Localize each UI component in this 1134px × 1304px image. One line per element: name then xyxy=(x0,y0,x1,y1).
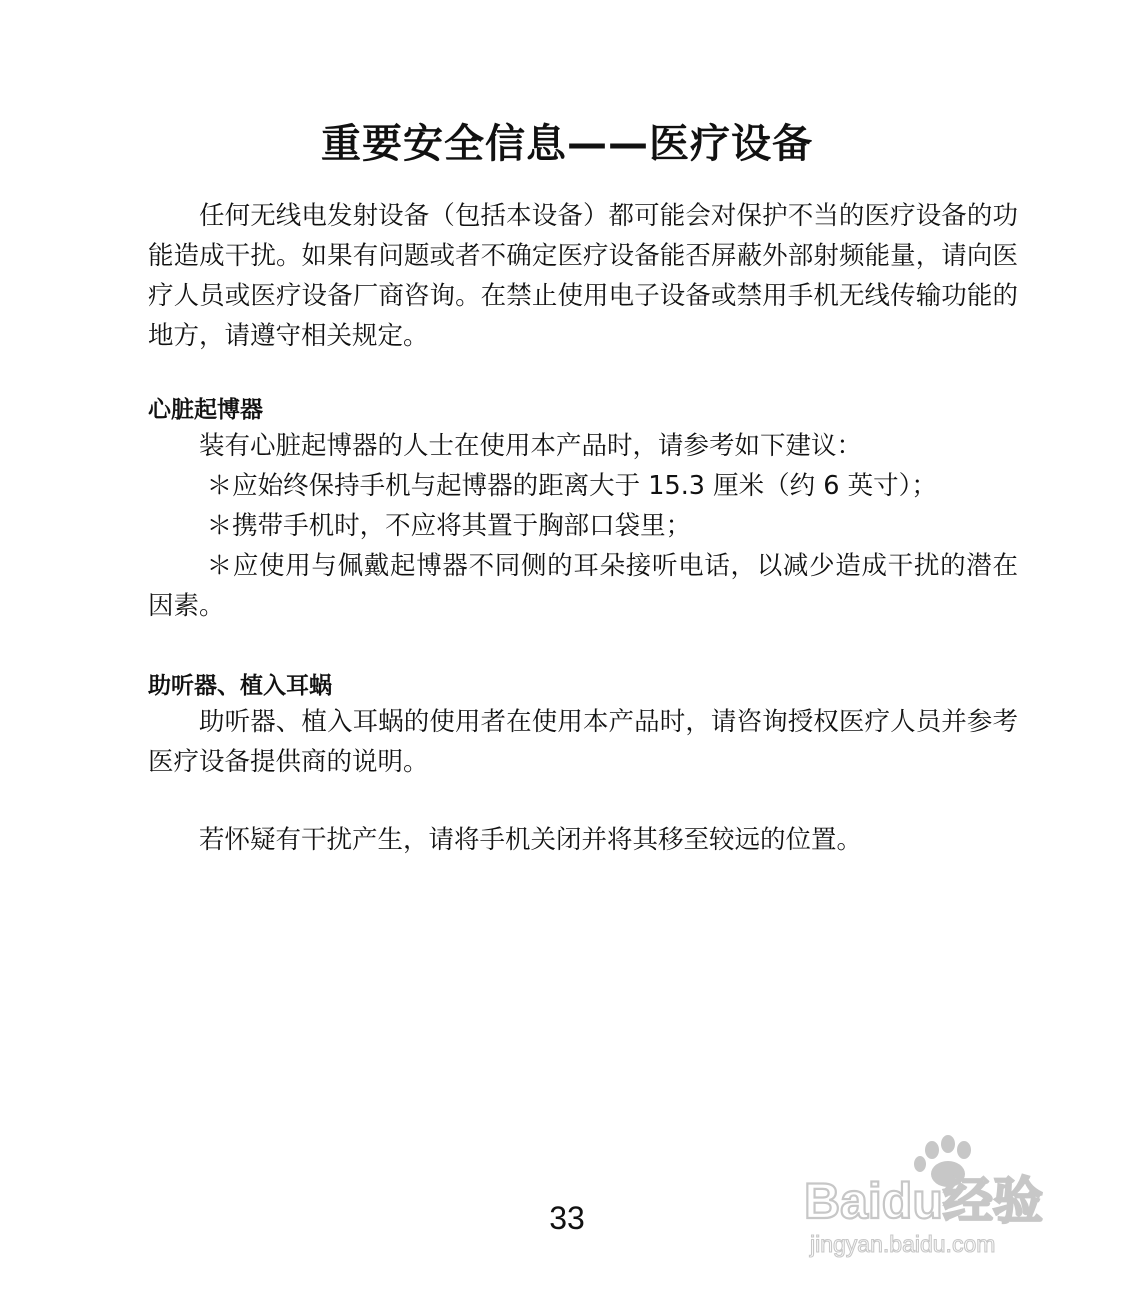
hearing-aid-heading: 助听器、植入耳蜗 xyxy=(148,673,332,699)
page-number: 33 xyxy=(549,1200,585,1236)
intro-section xyxy=(148,196,1018,356)
pacemaker-item: ＊应始终保持手机与起博器的距离大于 15.3 厘米（约 6 英寸）； xyxy=(206,471,937,501)
watermark-url: jingyan.baidu.com xyxy=(810,1231,996,1257)
hearing-aid-paragraph: 助听器、植入耳蜗的使用者在使用本产品时，请咨询授权医疗人员并参考医疗设备提供商的说明。 xyxy=(148,707,1018,777)
pacemaker-item: ＊应使用与佩戴起博器不同侧的耳朵接听电话，以减少造成干扰的潜在因素。 xyxy=(148,551,1018,621)
intro-paragraph: 任何无线电发射设备（包括本设备）都可能会对保护不当的医疗设备的功能造成干扰。如果有问题或者不确定医疗设备能否屏蔽外部射频能量，请向医疗人员或医疗设备厂商咨询。在禁止使用电子设备或禁用手机无线传输功能的地方，请遵守相关规定。 xyxy=(148,201,1018,351)
pacemaker-lead: 装有心脏起博器的人士在使用本产品时，请参考如下建议： xyxy=(199,431,863,461)
pacemaker-heading: 心脏起博器 xyxy=(148,397,263,423)
closing-paragraph: 若怀疑有干扰产生，请将手机关闭并将其移至较远的位置。 xyxy=(199,825,863,855)
hearing-aid-section xyxy=(148,670,1018,782)
baidu-jingyan-watermark xyxy=(800,1130,1070,1265)
closing-section xyxy=(148,820,1018,860)
pacemaker-item: ＊携带手机时，不应将其置于胸部口袋里； xyxy=(206,511,692,541)
watermark-brand: Baidu经验 xyxy=(804,1173,1043,1229)
pacemaker-section xyxy=(148,394,1018,626)
page-title: 重要安全信息——医疗设备 xyxy=(321,121,813,167)
